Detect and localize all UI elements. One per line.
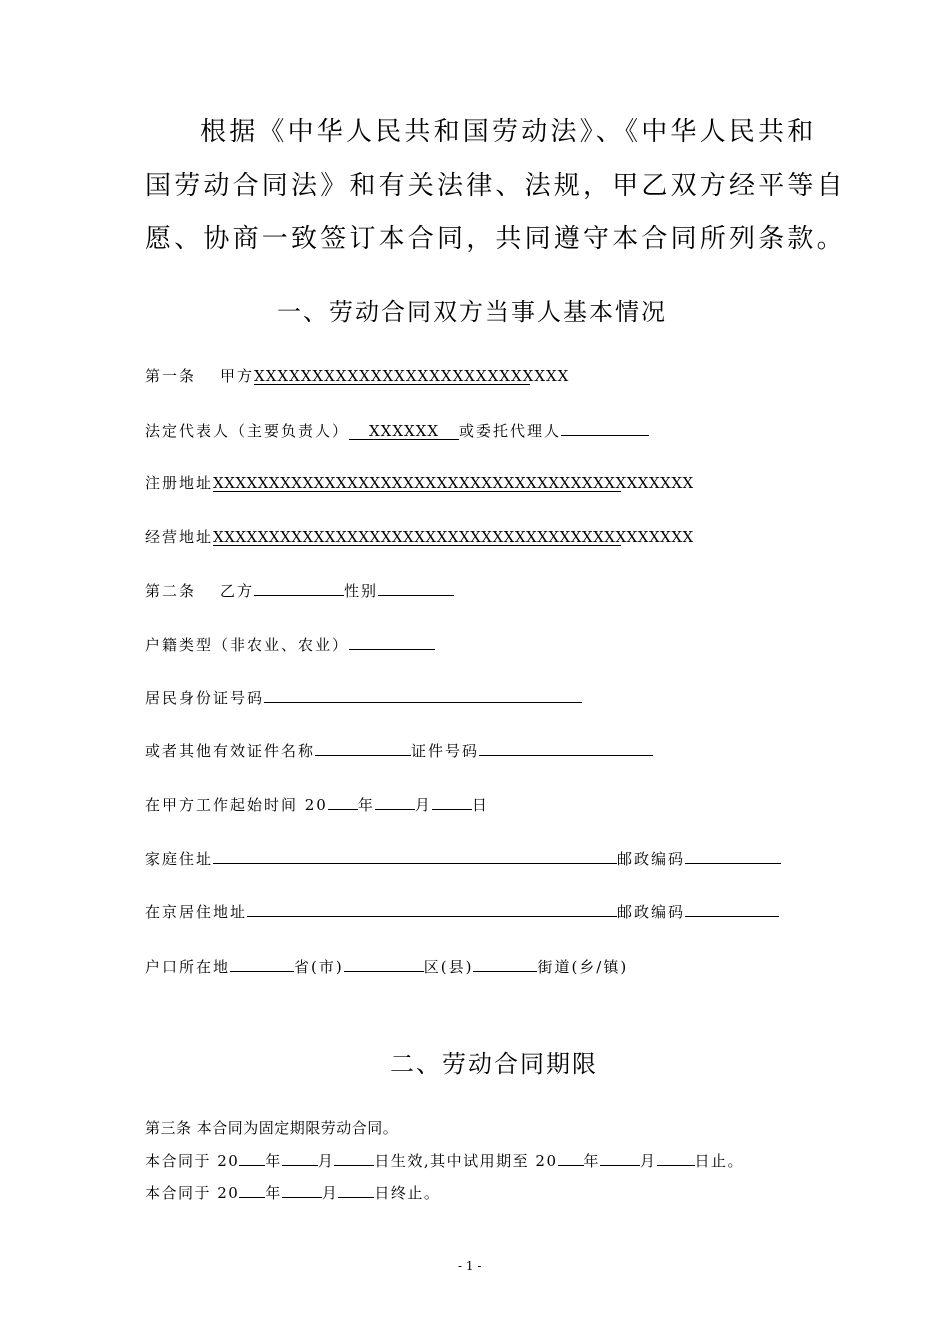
reg-addr-label: 注册地址 [145,474,214,492]
term1-year-field [239,1150,265,1166]
party-a-field: XXXXXXXXXXXXXXXXXXXXXXXXXXX [254,367,570,385]
term1-day-field [334,1150,374,1166]
other-id-name-field [315,740,411,756]
id-label: 居民身份证号码 [145,689,265,707]
hukou-type-label: 户籍类型（非农业、农业） [145,636,350,654]
bj-addr-label: 在京居住地址 [145,903,248,921]
district-field [344,956,424,972]
agent-label: 或委托代理人 [459,422,562,440]
art1-label: 第一条 [145,367,197,385]
biz-addr-label: 经营地址 [145,528,214,546]
id-field [264,687,582,703]
other-id-line [145,740,653,760]
id-line [145,687,582,707]
gender-label: 性别 [344,582,379,600]
start-year-field [328,794,358,810]
rep-line [145,420,649,440]
reg-addr-line [145,473,694,493]
party-b-field [254,580,344,596]
home-line [145,848,781,868]
agent-field [561,420,649,436]
other-id-number-label: 证件号码 [411,742,480,760]
party-a-label: 甲方 [220,367,255,385]
section1-title: 一、劳动合同双方当事人基本情况 [277,298,667,326]
biz-addr-line [145,527,694,547]
start-day-field [432,794,472,810]
term1-year2-field [558,1150,584,1166]
bj-postal-label: 邮政编码 [617,903,686,921]
term1-month2-field [600,1150,640,1166]
street-field [473,956,537,972]
hukou-loc-line: 户口所在地 省(市) 区(县) 街道(乡/镇) [145,958,629,976]
page-number: - 1 - [458,1259,482,1273]
other-id-number-field [479,740,653,756]
art2-label: 第二条 [145,582,197,600]
party-b-label: 乙方 [220,582,255,600]
intro-line-2: 国劳动合同法》和有关法律、法规，甲乙双方经平等自 [145,171,846,201]
art3-line: 第三条 本合同为固定期限劳动合同。 [145,1119,399,1137]
art2-line [145,580,454,600]
bj-addr-line [145,901,779,921]
art1-line [145,366,570,386]
biz-addr-field: XXXXXXXXXXXXXXXXXXXXXXXXXXXXXXXXXXXXXXXXXXX [213,528,694,546]
hukou-type-field [349,634,435,650]
reg-addr-field: XXXXXXXXXXXXXXXXXXXXXXXXXXXXXXXXXXXXXXXXXXX [213,474,694,492]
rep-field: XXXXXX [349,424,459,440]
home-label: 家庭住址 [145,850,214,868]
gender-field [378,580,454,596]
bj-postal-field [685,901,779,917]
home-field [213,848,617,864]
bj-addr-field [247,901,617,917]
province-field [230,956,294,972]
start-line: 在甲方工作起始时间 20 年 月 日 [145,796,489,814]
start-month-field [375,794,415,810]
other-id-label: 或者其他有效证件名称 [145,742,316,760]
home-postal-label: 邮政编码 [617,850,686,868]
term1-line: 本合同于 20 年 月 日生效,其中试用期至 20 年 月 日止。 [145,1152,745,1170]
section2-title: 二、劳动合同期限 [390,1050,598,1078]
term2-day-field [338,1182,374,1198]
term1-day2-field [657,1150,695,1166]
start-label: 在甲方工作起始时间 20 [145,796,328,814]
intro-line-3: 愿、协商一致签订本合同，共同遵守本合同所列条款。 [145,224,846,254]
intro-line-1: 根据《中华人民共和国劳动法》、《中华人民共和 [200,117,817,147]
rep-label: 法定代表人（主要负责人） [145,422,350,440]
hukou-type-line [145,634,435,654]
home-postal-field [685,848,781,864]
term2-year-field [239,1182,265,1198]
hukou-loc-label: 户口所在地 [145,958,231,976]
term2-line: 本合同于 20 年 月 日终止。 [145,1184,441,1202]
term2-month-field [282,1182,322,1198]
term1-month-field [282,1150,318,1166]
